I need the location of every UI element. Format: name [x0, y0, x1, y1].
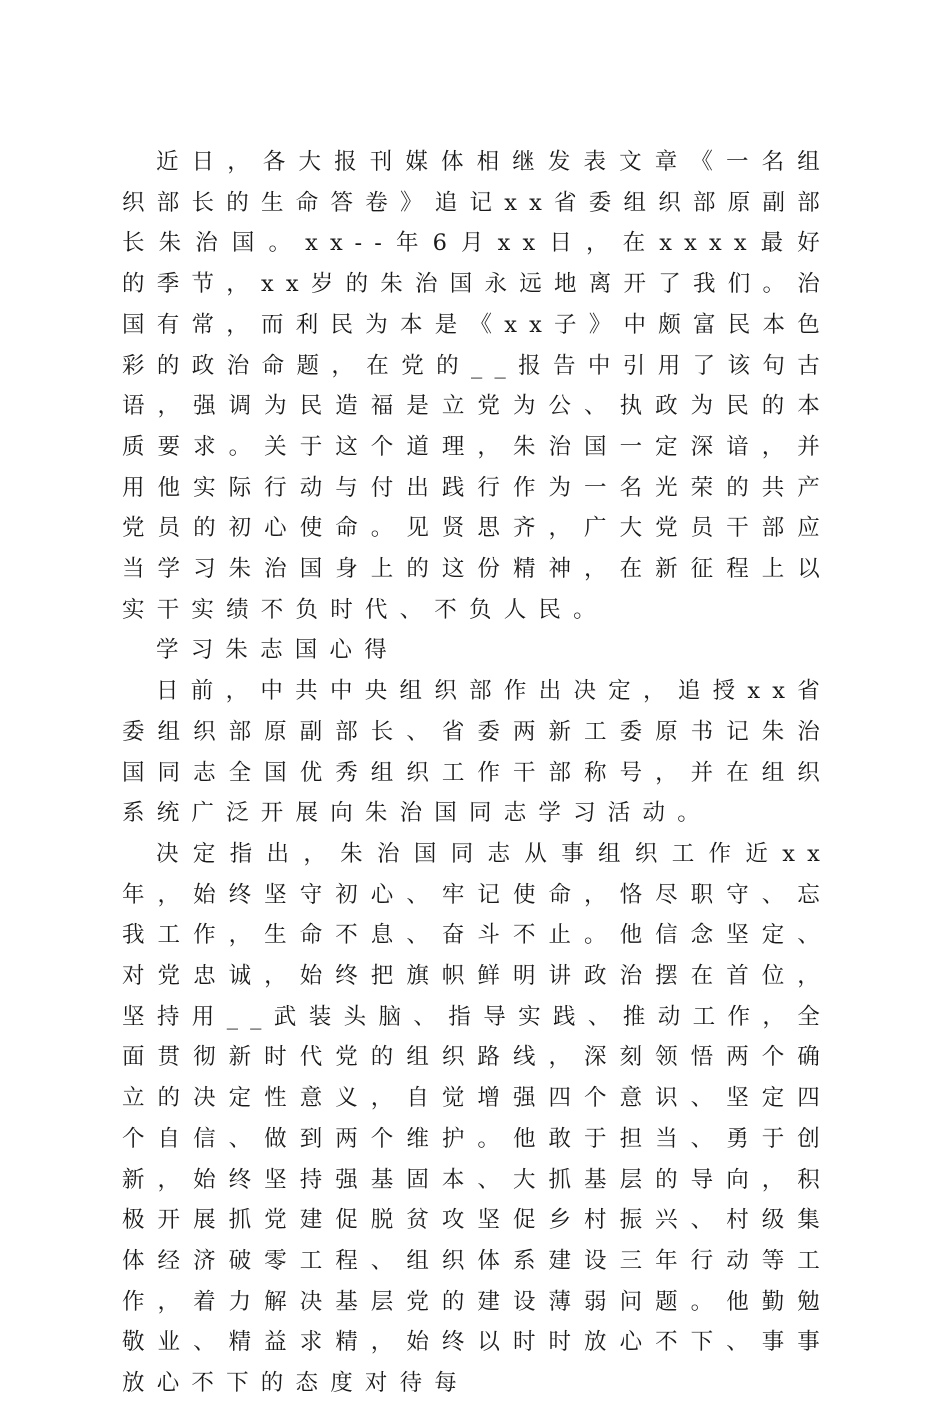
- section-heading: 学习朱志国心得: [156, 637, 399, 664]
- paragraph-decision: 日前，中共中央组织部作出决定，追授xx省委组织部原副部长、省委两新工委原书记朱治国同志全国优秀组织工作干部称号，并在组织系统广泛开展向朱治国同志学习活动。: [122, 678, 832, 827]
- paragraph-intro: 近日，各大报刊媒体相继发表文章《一名组织部长的生命答卷》追记xx省委组织部原副部长朱治国。xx--年6月xx日，在xxxx最好的季节，xx岁的朱治国永远地离开了我们。治国有常，而利民为本是《xx子》中颇富民本色彩的政治命题，在党的__报告中引用了该句古语，强调为民造福是立党为公、执政为民的本质要求。关于这个道理，朱治国一定深谙，并用他实际行动与付出践行作为一名光荣的共产党员的初心使命。见贤思齐，广大党员干部应当学习朱治国身上的这份精神，在新征程上以实干实绩不负时代、不负人民。: [122, 149, 832, 623]
- paragraph-decision-details: 决定指出，朱治国同志从事组织工作近xx年，始终坚守初心、牢记使命，恪尽职守、忘我工作，生命不息、奋斗不止。他信念坚定、对党忠诚，始终把旗帜鲜明讲政治摆在首位，坚持用__武装头脑、指导实践、推动工作，全面贯彻新时代党的组织路线，深刻领悟两个确立的决定性意义，自觉增强四个意识、坚定四个自信、做到两个维护。他敢于担当、勇于创新，始终坚持强基固本、大抓基层的导向，积极开展抓党建促脱贫攻坚促乡村振兴、村级集体经济破零工程、组织体系建设三年行动等工作，着力解决基层党的建设薄弱问题。他勤勉敬业、精益求精，始终以时时放心不下、事事放心不下的态度对待每: [122, 840, 832, 1397]
- document-page: [122, 142, 832, 1404]
